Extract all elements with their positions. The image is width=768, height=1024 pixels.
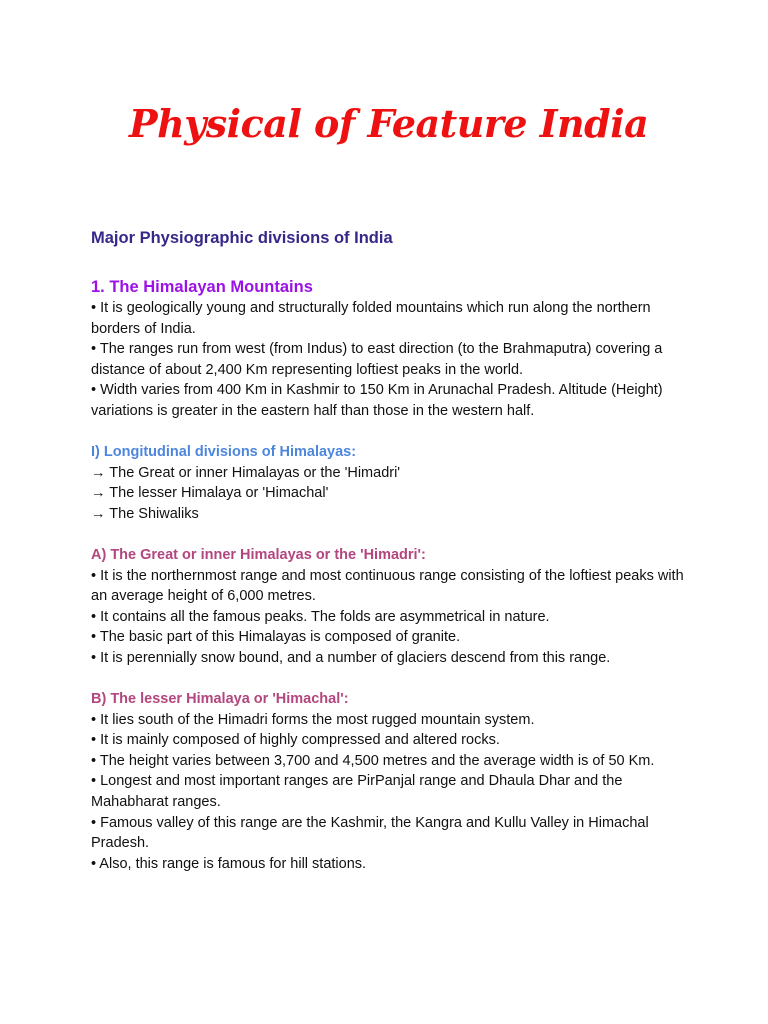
- himachal-heading: B) The lesser Himalaya or 'Himachal':: [91, 691, 349, 708]
- himachal-points-list: [91, 710, 691, 875]
- himachal-point: • Famous valley of this range are the Kashmir, the Kangra and Kullu Valley in Himachal Pradesh.: [91, 814, 649, 852]
- himalaya-point: • Width varies from 400 Km in Kashmir to 150 Km in Arunachal Pradesh. Altitude (Height) variations is greater in the eastern half than those in the western half.: [91, 382, 663, 419]
- himalaya-heading: 1. The Himalayan Mountains: [91, 278, 313, 296]
- document-body: [91, 226, 691, 874]
- himadri-points-list: [91, 566, 691, 669]
- longitudinal-list: [91, 463, 691, 525]
- himachal-point: • Also, this range is famous for hill stations.: [91, 855, 367, 872]
- section-heading: Major Physiographic divisions of India: [91, 229, 393, 247]
- himachal-point: • It is mainly composed of highly compressed and altered rocks.: [91, 732, 500, 749]
- himachal-point: • Longest and most important ranges are PirPanjal range and Dhaula Dhar and the Mahabharat ranges.: [91, 773, 623, 810]
- himadri-point: • The basic part of this Himalayas is composed of granite.: [91, 629, 461, 646]
- longitudinal-item: → The Great or inner Himalayas or the 'Himadri': [91, 464, 401, 481]
- himachal-block: [91, 689, 691, 874]
- himalaya-point: • The ranges run from west (from Indus) to east direction (to the Brahmaputra) covering a distance of about 2,400 Km representing loftiest peaks in the world.: [91, 341, 663, 378]
- himalaya-points-list: [91, 298, 691, 422]
- longitudinal-divisions-block: [91, 442, 691, 524]
- himadri-block: [91, 545, 691, 668]
- longitudinal-heading: I) Longitudinal divisions of Himalayas:: [91, 444, 357, 461]
- himachal-point: • The height varies between 3,700 and 4,500 metres and the average width is of 50 Km.: [91, 752, 655, 769]
- himadri-point: • It contains all the famous peaks. The folds are asymmetrical in nature.: [91, 608, 550, 625]
- himachal-point: • It lies south of the Himadri forms the most rugged mountain system.: [91, 711, 535, 728]
- himadri-point: • It is perennially snow bound, and a number of glaciers descend from this range.: [91, 649, 611, 666]
- himalaya-point: • It is geologically young and structurally folded mountains which run along the northern borders of India.: [91, 300, 651, 337]
- himadri-point: • It is the northernmost range and most continuous range consisting of the loftiest peaks with an average height of 6,000 metres.: [91, 567, 684, 605]
- longitudinal-item: → The lesser Himalaya or 'Himachal': [91, 485, 329, 502]
- longitudinal-item: → The Shiwaliks: [91, 505, 199, 522]
- himadri-heading: A) The Great or inner Himalayas or the 'Himadri':: [91, 547, 426, 564]
- page-title: Physical of Feature India: [129, 101, 649, 146]
